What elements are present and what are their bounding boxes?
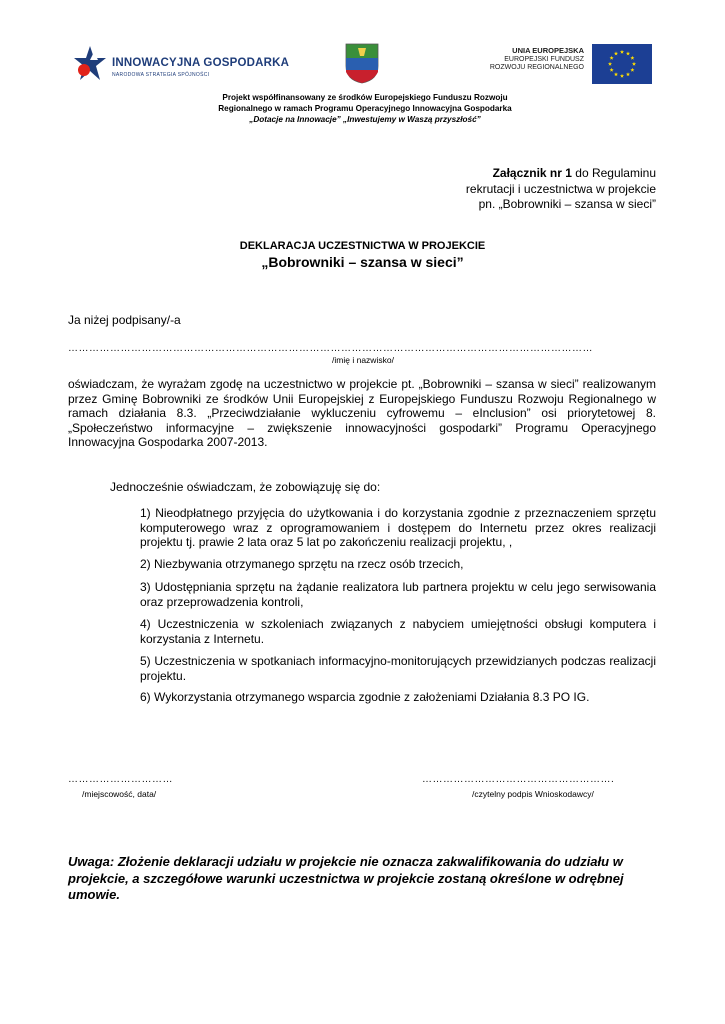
innowacyjna-gospodarka-logo [72,44,290,84]
signer-intro: Ja niżej podpisany/-a [68,313,181,327]
note-paragraph: Uwaga: Złożenie deklaracji udziału w projekcie nie oznacza zakwalifikowania do udziału w projekcie, a szczegółowe warunki uczestnictwa w projekcie zostaną określone w odrębnej umowie. [68,854,624,902]
obligation-item: 3) Udostępniania sprzętu na żądanie realizatora lub partnera projektu w celu jego serwisowania oraz przeprowadzenia kontroli, [140,580,656,609]
eu-line-1: UNIA EUROPEJSKA [512,46,584,55]
eu-fund-text [470,47,584,73]
attachment-reference [380,166,656,213]
signature-field-line[interactable]: ………………………………………………. [422,774,615,785]
attachment-rest: do Regulaminu [571,166,656,180]
document-title: DEKLARACJA UCZESTNICTWA W PROJEKCIE [239,240,486,252]
attachment-line-3: pn. „Bobrowniki – szansa w sieci” [478,197,656,211]
obligation-item: 2) Niezbywania otrzymanego sprzętu na rzecz osób trzecich, [140,557,464,571]
name-field-caption: /imię i nazwisko/ [332,355,394,365]
obligation-item: 6) Wykorzystania otrzymanego wsparcia zgodnie z założeniami Działania 8.3 PO IG. [140,690,590,704]
place-date-caption: /miejscowość, data/ [82,789,157,799]
name-field-line[interactable]: …………………………………………………………………………………………………………………………………… [68,343,593,354]
funding-slogan: „Dotacje na Innowacje” „Inwestujemy w Waszą przyszłość” [249,115,481,124]
place-date-field-line[interactable]: ………………………… [68,774,173,785]
eu-line-3: ROZWOJU REGIONALNEGO [489,64,584,71]
ig-logo-title: INNOWACYJNA GOSPODARKA [112,57,290,69]
eu-line-2: EUROPEJSKI FUNDUSZ [504,55,584,63]
declaration-paragraph: oświadczam, że wyrażam zgodę na uczestnictwo w projekcie pt. „Bobrowniki – szansa w sieci” realizowanym przez Gminę Bobrowniki ze środków Unii Europejskiej z Europejskiego Funduszu Rozwoju Regionalnego w ramach działania 8.3. „Przeciwdziałanie wykluczeniu cyfrowemu – eInclusion” osi priorytetowej 8. „Społeczeństwo informacyjne – zwiększenie innowacyjności gospodarki” Programu Operacyjnego Innowacyjna Gospodarka 2007-2013. [68,377,656,449]
obligation-item: 4) Uczestniczenia w szkoleniach związanych z nabyciem umiejętności obsługi komputera i korzystania z Internetu. [140,617,656,646]
ig-star-icon [72,44,108,84]
attachment-line-2: rekrutacji i uczestnictwa w projekcie [465,181,656,196]
funding-line-1: Projekt współfinansowany ze środków Europejskiego Funduszu Rozwoju [222,93,508,102]
coat-of-arms-icon [344,42,380,84]
attachment-number: Załącznik nr 1 [492,166,572,180]
funding-line-2: Regionalnego w ramach Programu Operacyjnego Innowacyjna Gospodarka [218,104,512,113]
funding-notice [120,92,610,125]
attachment-line-1 [380,166,656,182]
signature-caption: /czytelny podpis Wnioskodawcy/ [472,789,594,799]
obligation-item: 5) Uczestniczenia w spotkaniach informacyjno-monitorujących przewidzianych podczas realizacji projektu. [140,654,656,683]
eu-flag-icon [592,44,652,84]
obligation-item: 1) Nieodpłatnego przyjęcia do użytkowania i do korzystania zgodnie z przeznaczeniem sprzętu komputerowego wraz z oprogramowaniem i dostępem do Internetu przez okres realizacji projektu tj. prawie 2 lata oraz 5 lat po zakończeniu realizacji projektu, , [140,506,656,549]
ig-logo-subtitle: NARODOWA STRATEGIA SPÓJNOŚCI [112,72,210,78]
project-title: „Bobrowniki – szansa w sieci” [261,254,464,270]
obligations-intro: Jednocześnie oświadczam, że zobowiązuję się do: [110,480,381,494]
